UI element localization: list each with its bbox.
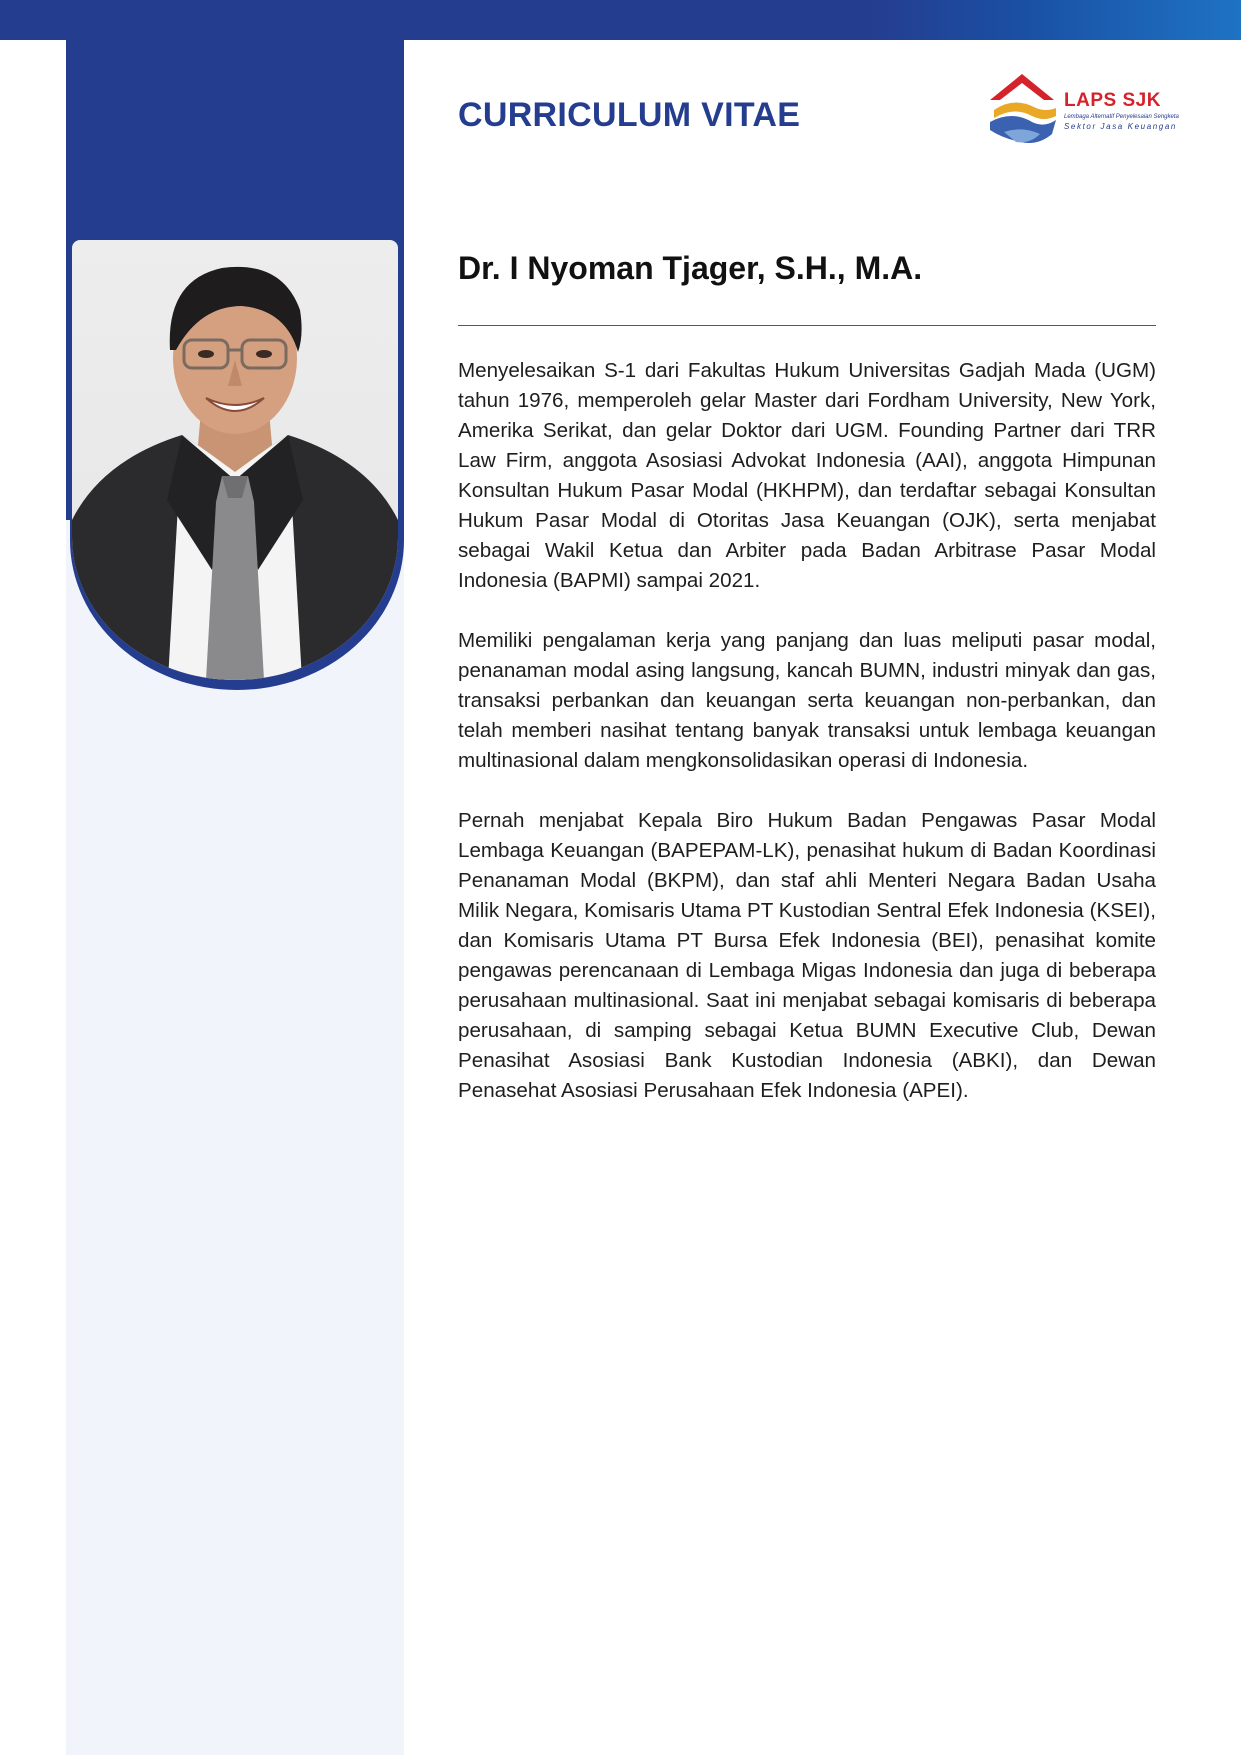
laps-sjk-logo xyxy=(984,70,1184,150)
name-divider xyxy=(458,325,1156,326)
biography xyxy=(458,356,1156,1136)
left-margin-panel xyxy=(0,40,66,1755)
person-name: Dr. I Nyoman Tjager, S.H., M.A. xyxy=(458,250,923,286)
bio-paragraph: Memiliki pengalaman kerja yang panjang dan luas meliputi pasar modal, penanaman modal asing langsung, kancah BUMN, industri minyak dan gas, transaksi perbankan dan keuangan serta keuangan non-perbankan, dan telah memberi nasihat tentang banyak transaksi untuk lembaga keuangan multinasional dalam mengkonsolidasikan operasi di Indonesia. xyxy=(458,629,1156,772)
logo-subtitle-line2: Sektor Jasa Keuangan xyxy=(1064,122,1177,131)
bio-paragraph: Menyelesaikan S-1 dari Fakultas Hukum Universitas Gadjah Mada (UGM) tahun 1976, memperoleh gelar Master dari Fordham University, New York, Amerika Serikat, dan gelar Doktor dari UGM. Founding Partner dari TRR Law Firm, anggota Asosiasi Advokat Indonesia (AAI), anggota Himpunan Konsultan Hukum Pasar Modal (HKHPM), dan terdaftar sebagai Konsultan Hukum Pasar Modal di Otoritas Jasa Keuangan (OJK), serta menjabat sebagai Wakil Ketua dan Arbiter pada Badan Arbitrase Pasar Modal Indonesia (BAPMI) sampai 2021. xyxy=(458,359,1156,592)
page-title: CURRICULUM VITAE xyxy=(458,96,801,134)
logo-subtitle-line1: Lembaga Alternatif Penyelesaian Sengketa xyxy=(1064,114,1179,120)
portrait-photo xyxy=(72,240,398,680)
logo-name: LAPS SJK xyxy=(1064,90,1161,111)
laps-sjk-handshake-icon xyxy=(984,70,1062,150)
portrait-photo-frame xyxy=(70,238,404,690)
bio-paragraph: Pernah menjabat Kepala Biro Hukum Badan Pengawas Pasar Modal Lembaga Keuangan (BAPEPAM-LK), penasihat hukum di Badan Koordinasi Penanaman Modal (BKPM), dan staf ahli Menteri Negara Badan Usaha Milik Negara, Komisaris Utama PT Kustodian Sentral Efek Indonesia (KSEI), dan Komisaris Utama PT Bursa Efek Indonesia (BEI), penasihat komite pengawas perencanaan di Lembaga Migas Indonesia dan juga di beberapa perusahaan multinasional. Saat ini menjabat sebagai komisaris di beberapa perusahaan, di samping sebagai Ketua BUMN Executive Club, Dewan Penasihat Asosiasi Bank Kustodian Indonesia (ABKI), dan Dewan Penasehat Asosiasi Perusahaan Efek Indonesia (APEI). xyxy=(458,809,1156,1102)
